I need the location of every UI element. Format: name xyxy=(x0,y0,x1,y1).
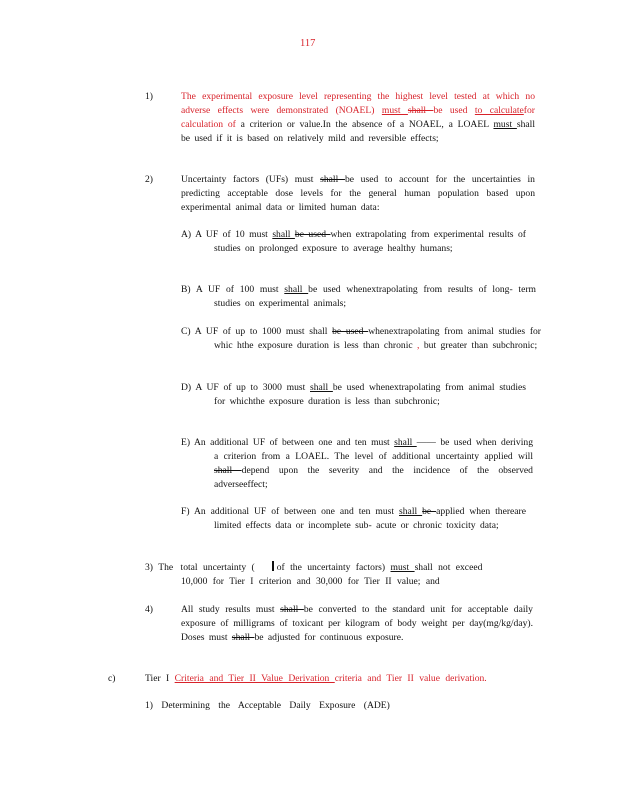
subitem-text xyxy=(181,325,541,353)
subitem-label: D) xyxy=(181,382,196,393)
item3-must: must xyxy=(390,562,415,573)
text-run: A UF of 100 must xyxy=(195,284,285,295)
text-run: shall xyxy=(394,437,417,448)
item3-text-c: shall not exceed xyxy=(414,562,483,573)
item-number: 3) The xyxy=(145,562,174,573)
text-run: A UF of up to 3000 must xyxy=(195,382,311,393)
subitem-text xyxy=(181,505,526,533)
section-label: c) xyxy=(108,673,116,684)
subitem-a xyxy=(181,228,526,256)
heading-inserted: criteria and Tier II value derivation. xyxy=(334,673,487,684)
item3-text-a: total uncertainty ( xyxy=(180,562,255,573)
text-run: must xyxy=(381,105,408,116)
text-run: be used when deriving a criterion from a LOAEL. The level of additional uncertainty applied will xyxy=(214,437,533,462)
text-run: A UF of 10 must xyxy=(195,229,273,240)
text-run: depend upon the severity and the incidence of the observed adverseeffect; xyxy=(214,465,533,490)
item3-line1 xyxy=(145,561,535,575)
text-run: a criterion or value.In the absence of a NOAEL, a LOAEL xyxy=(240,119,494,130)
text-run: shall xyxy=(407,105,434,116)
text-run: but greater than subchronic; xyxy=(423,340,538,351)
text-run: be used to account for the uncertainties in predicting acceptable dose levels for the general human population based upon experimental animal data or limited human data: xyxy=(181,174,535,213)
heading-prefix: Tier I xyxy=(145,673,175,684)
subitem-text xyxy=(181,436,533,492)
heading-deleted: Criteria and Tier II Value Derivation xyxy=(174,673,335,684)
text-run: be used xyxy=(433,105,475,116)
text-run: when extrapolating from experimental results of studies on prolonged exposure to average healthy humans; xyxy=(214,229,526,254)
text-run: All study results must xyxy=(181,604,281,615)
item-text xyxy=(181,173,535,215)
text-run: shall xyxy=(280,604,304,615)
subitem-label: C) xyxy=(181,326,195,337)
item-number: 4) xyxy=(145,604,153,615)
section-heading-text xyxy=(145,672,487,686)
text-run: be used whenextrapolating from results of long- term studies on experimental animals; xyxy=(214,284,536,309)
item3-text-b: of the uncertainty factors) xyxy=(276,562,391,573)
subitem-label: E) xyxy=(181,437,194,448)
placeholder-bar xyxy=(272,561,274,571)
text-run: shall xyxy=(320,174,345,185)
item-text xyxy=(181,90,535,146)
text-run: A UF of up to 1000 must shall xyxy=(194,326,333,337)
text-run: shall be used if it is based on relatively mild and reversible effects; xyxy=(181,119,536,144)
subheading-ade: 1) Determining the Acceptable Daily Exposure (ADE) xyxy=(145,700,390,711)
text-run: be used xyxy=(332,326,369,337)
item-text xyxy=(181,603,533,645)
page-number: 117 xyxy=(300,38,316,49)
subitem-text xyxy=(181,381,526,409)
text-run: shall xyxy=(272,229,295,240)
subitem-f xyxy=(181,505,526,533)
text-run: An additional UF of between one and ten must xyxy=(193,506,400,517)
text-run: shall xyxy=(310,382,333,393)
text-run: be xyxy=(422,506,437,517)
text-run: be used whenextrapolating from animal studies for whichthe exposure duration is less than subchronic; xyxy=(214,382,526,407)
text-run: for calculation of xyxy=(181,105,535,130)
text-run: shall xyxy=(214,465,242,476)
text-run: be converted to the standard unit for acceptable daily exposure of milligrams of toxicant per kilogram of body weight per day(mg/kg/day). Doses must xyxy=(181,604,533,643)
text-run: shall xyxy=(284,284,309,295)
subitem-b xyxy=(181,283,536,311)
subitem-d xyxy=(181,381,526,409)
item3-line2: 10,000 for Tier I criterion and 30,000 for Tier II value; and xyxy=(181,576,440,587)
text-run: —— xyxy=(416,437,441,448)
text-run: to calculate xyxy=(474,105,524,116)
text-run: , xyxy=(417,340,424,351)
text-run: shall xyxy=(399,506,423,517)
text-run: The experimental exposure level representing the highest level tested at which no adverse effects were demonstrated (NOAEL) xyxy=(181,91,535,116)
text-run: shall xyxy=(231,632,255,643)
text-run: be adjusted for continuous exposure. xyxy=(254,632,404,643)
subitem-c xyxy=(181,325,541,353)
list-item-3 xyxy=(145,561,535,589)
text-run: must xyxy=(493,119,517,130)
subitem-label: F) xyxy=(181,506,194,517)
text-run: Uncertainty factors (UFs) must xyxy=(181,174,321,185)
subitem-e xyxy=(181,436,533,492)
subitem-text xyxy=(181,228,526,256)
item-number: 1) xyxy=(145,91,153,102)
item-number: 2) xyxy=(145,174,153,185)
text-run: applied when thereare limited effects data or incomplete sub- acute or chronic toxicity data; xyxy=(214,506,526,531)
text-run: whenextrapolating from animal studies for whic hthe exposure duration is less than chronic xyxy=(214,326,542,351)
text-run: An additional UF of between one and ten must xyxy=(193,437,395,448)
subitem-label: A) xyxy=(181,229,196,240)
subitem-label: B) xyxy=(181,284,196,295)
subitem-text xyxy=(181,283,536,311)
text-run: be used xyxy=(294,229,331,240)
